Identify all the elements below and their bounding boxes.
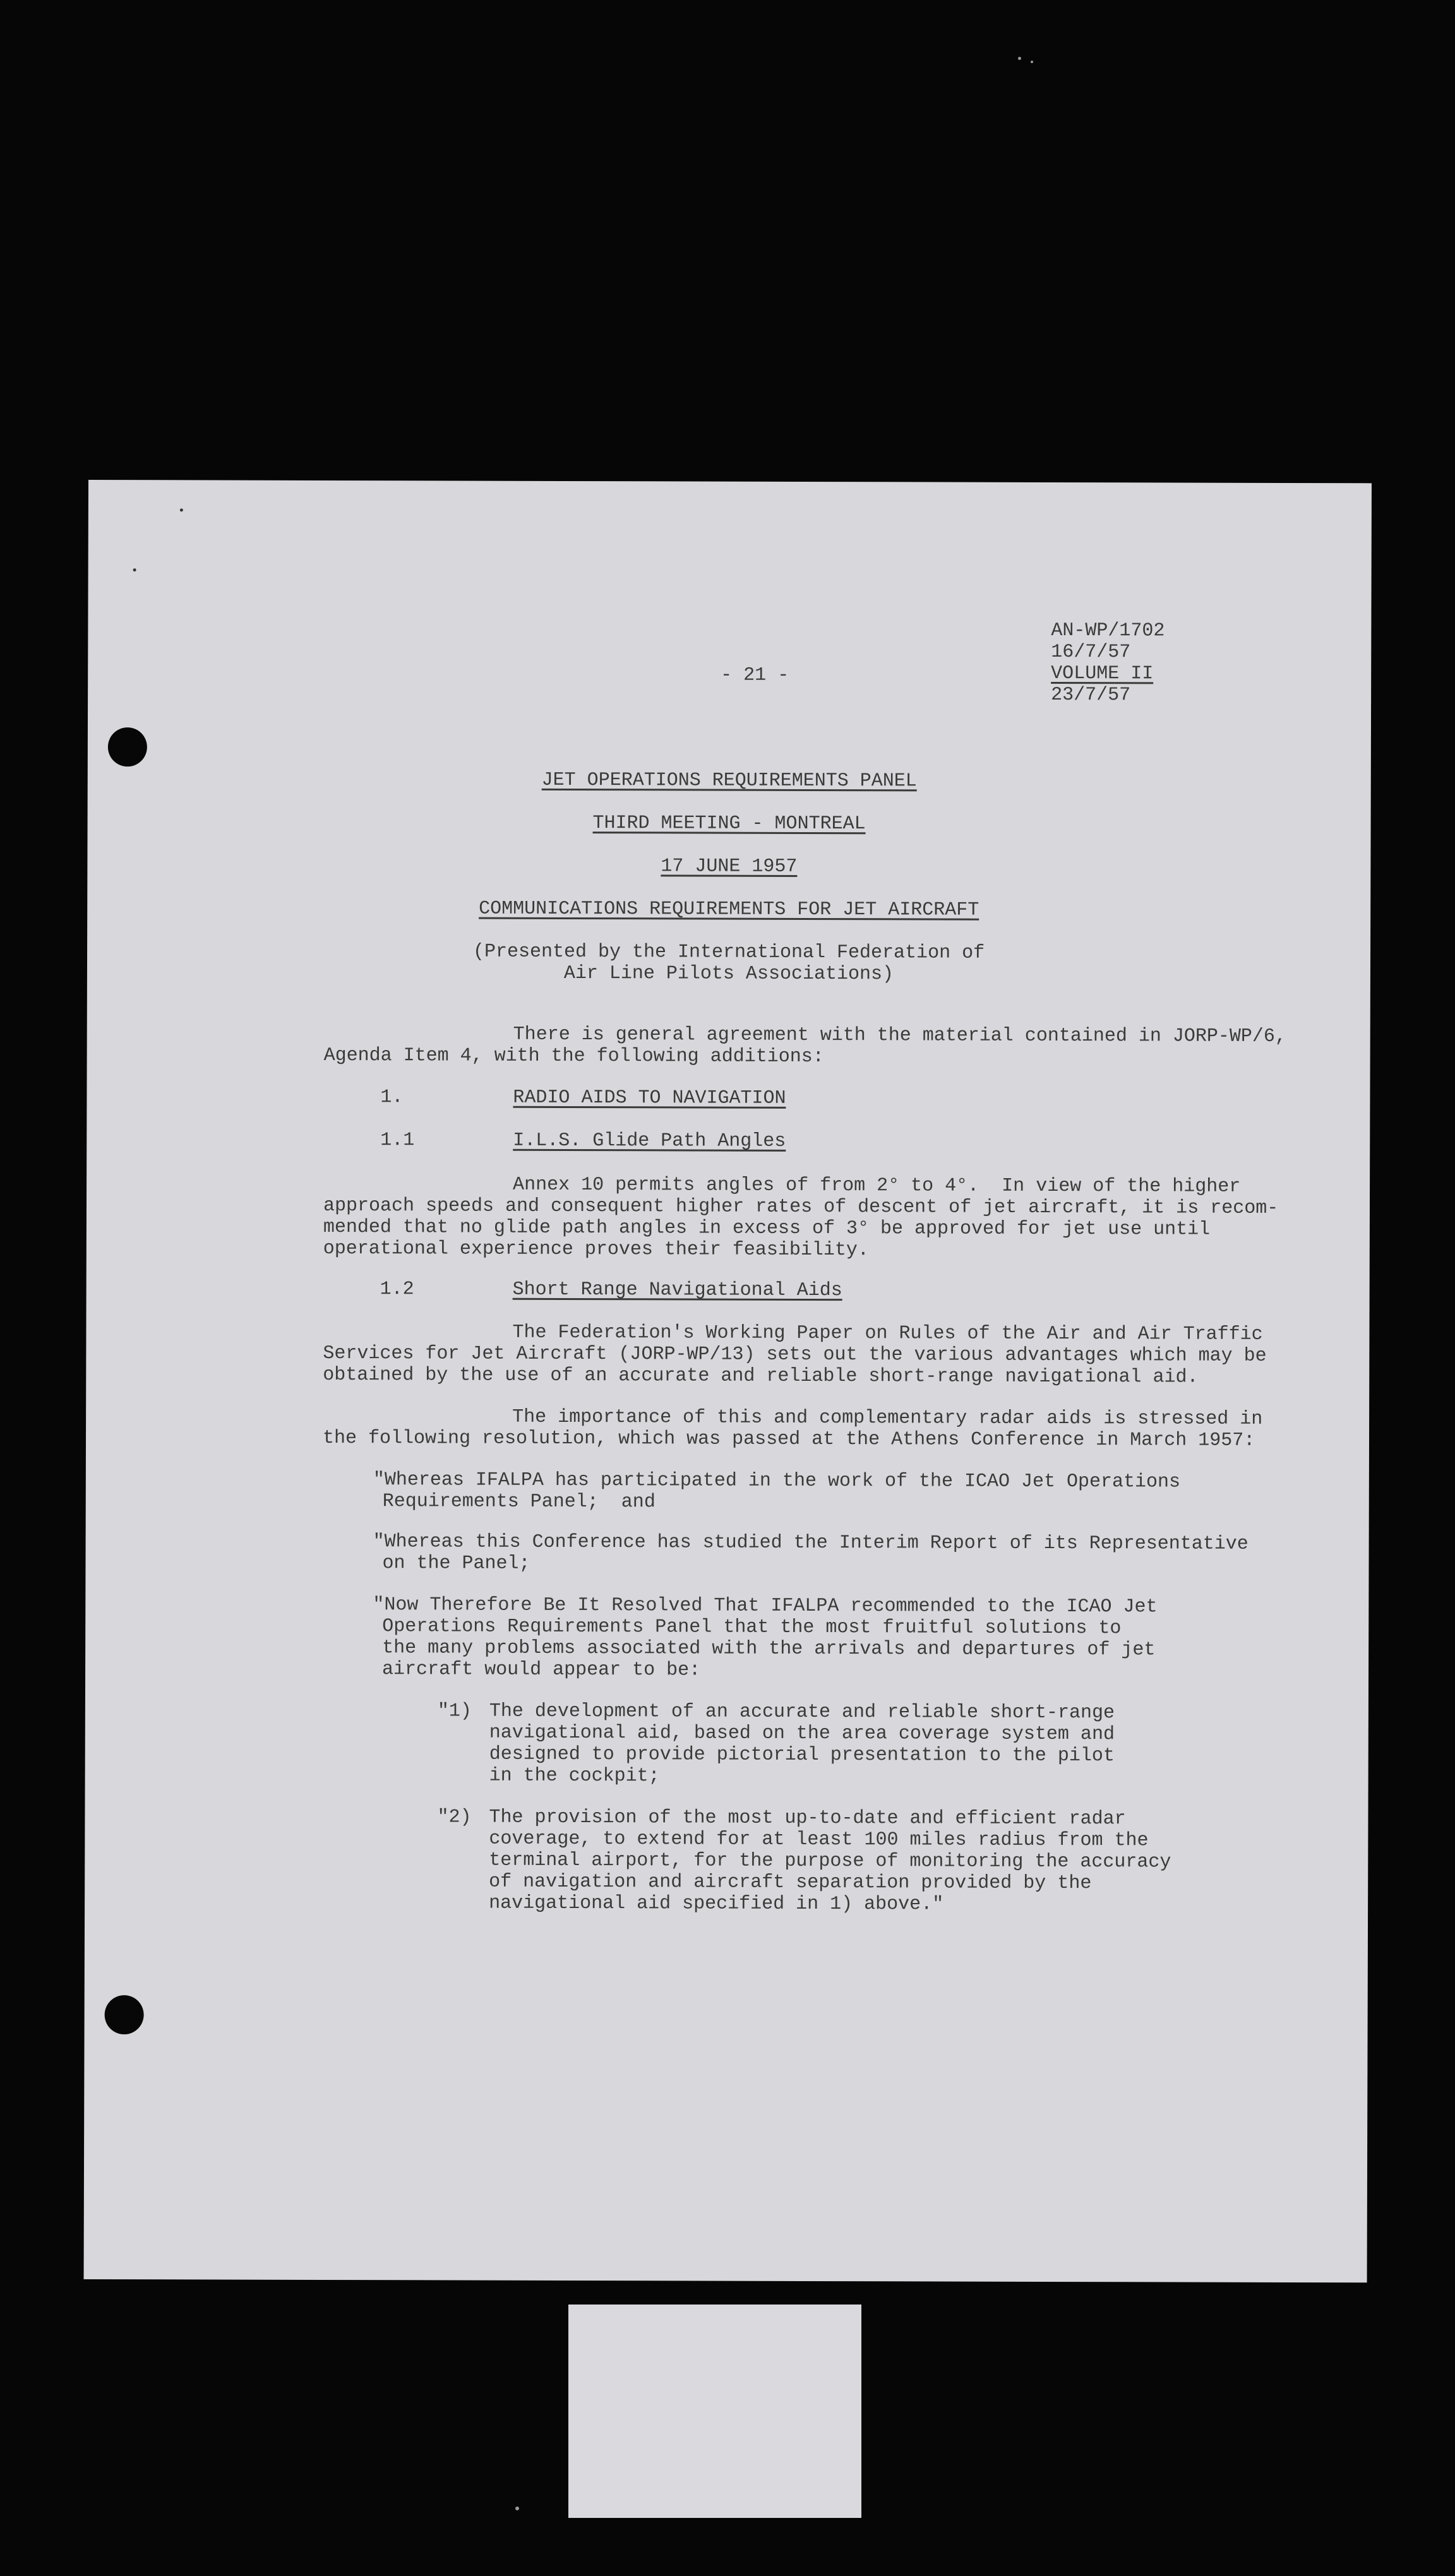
section-1-number: 1. xyxy=(380,1087,404,1109)
dust-speck xyxy=(133,568,136,571)
resolution-item-2-label: "2) xyxy=(437,1806,472,1828)
section-1-2-para1-line: Services for Jet Aircraft (JORP-WP/13) sets out the various advantages which may be xyxy=(323,1342,1267,1367)
intro-line-1: There is general agreement with the material contained in JORP-WP/6, xyxy=(513,1023,1286,1047)
resolution-item-1-line: designed to provide pictorial presentation to the pilot xyxy=(489,1743,1115,1767)
section-1-2-number: 1.2 xyxy=(380,1279,414,1301)
section-1-1-text-line: operational experience proves their feasibility. xyxy=(323,1237,869,1261)
resolution-resolved-line: Operations Requirements Panel that the most fruitful solutions to xyxy=(382,1616,1122,1640)
resolution-item-2-line: navigational aid specified in 1) above." xyxy=(489,1892,944,1916)
section-1-2-title: Short Range Navigational Aids xyxy=(512,1279,842,1302)
section-1-1-text-line: mended that no glide path angles in excess of 3° be approved for jet use until xyxy=(323,1216,1211,1241)
section-1-1-title: I.L.S. Glide Path Angles xyxy=(513,1130,786,1152)
heading-date: 17 JUNE 1957 xyxy=(661,856,798,878)
resolution-item-2-line: coverage, to extend for at least 100 miles radius from the xyxy=(489,1828,1149,1852)
resolution-resolved-line: the many problems associated with the arrivals and departures of jet xyxy=(382,1637,1156,1661)
film-speck xyxy=(1031,61,1033,63)
section-1-1-text-line: Annex 10 permits angles of from 2° to 4°. In view of the higher xyxy=(513,1174,1241,1198)
film-speck xyxy=(1018,57,1021,60)
resolution-item-2-line: terminal airport, for the purpose of monitoring the accuracy xyxy=(489,1849,1171,1873)
intro-line-2: Agenda Item 4, with the following additions: xyxy=(323,1044,824,1068)
resolution-whereas-1-line: "Whereas IFALPA has participated in the work of the ICAO Jet Operations xyxy=(373,1469,1181,1493)
dust-speck xyxy=(180,508,183,511)
resolution-whereas-2-line: on the Panel; xyxy=(382,1553,530,1575)
resolution-resolved-line: aircraft would appear to be: xyxy=(382,1659,701,1681)
heading-title: COMMUNICATIONS REQUIREMENTS FOR JET AIRCRAFT xyxy=(479,898,979,921)
resolution-resolved-line: "Now Therefore Be It Resolved That IFALPA recommended to the ICAO Jet xyxy=(373,1594,1158,1618)
film-speck xyxy=(515,2507,519,2510)
section-1-1-number: 1.1 xyxy=(380,1130,415,1152)
heading-meeting: THIRD MEETING - MONTREAL xyxy=(592,813,866,835)
resolution-whereas-2-line: "Whereas this Conference has studied the Interim Report of its Representative xyxy=(373,1531,1248,1555)
ref-document-number: AN-WP/1702 xyxy=(1051,619,1165,642)
ref-date: 16/7/57 xyxy=(1051,641,1131,664)
ref-volume: VOLUME II xyxy=(1051,662,1154,685)
section-1-2-para1-line: obtained by the use of an accurate and reliable short-range navigational aid. xyxy=(323,1364,1199,1388)
section-1-title: RADIO AIDS TO NAVIGATION xyxy=(513,1087,786,1109)
section-1-2-para1-line: The Federation's Working Paper on Rules of the Air and Air Traffic xyxy=(512,1321,1263,1345)
punch-hole-bottom xyxy=(105,1995,144,2034)
section-1-1-text-line: approach speeds and consequent higher rates of descent of jet aircraft, it is recom- xyxy=(323,1195,1279,1219)
resolution-whereas-1-line: Requirements Panel; and xyxy=(382,1491,656,1513)
section-1-2-para2-line: the following resolution, which was passed at the Athens Conference in March 1957: xyxy=(322,1427,1255,1452)
page-number: - 21 - xyxy=(721,664,789,686)
resolution-item-2-line: The provision of the most up-to-date and efficient radar xyxy=(489,1806,1126,1830)
section-1-2-para2-line: The importance of this and complementary radar aids is stressed in xyxy=(512,1406,1263,1430)
resolution-item-1-label: "1) xyxy=(437,1700,472,1722)
presented-by-line-2: Air Line Pilots Associations) xyxy=(563,962,894,986)
document-page xyxy=(84,480,1372,2282)
resolution-item-1-line: The development of an accurate and reliable short-range xyxy=(489,1700,1115,1724)
punch-hole-top xyxy=(108,727,147,766)
resolution-item-1-line: navigational aid, based on the area coverage system and xyxy=(489,1722,1115,1746)
blank-paper-slip xyxy=(568,2305,861,2518)
resolution-item-1-line: in the cockpit; xyxy=(489,1765,660,1787)
heading-panel: JET OPERATIONS REQUIREMENTS PANEL xyxy=(541,769,917,792)
ref-volume-date: 23/7/57 xyxy=(1051,684,1131,707)
resolution-item-2-line: of navigation and aircraft separation provided by the xyxy=(489,1871,1092,1895)
presented-by-line-1: (Presented by the International Federation of xyxy=(472,941,985,964)
